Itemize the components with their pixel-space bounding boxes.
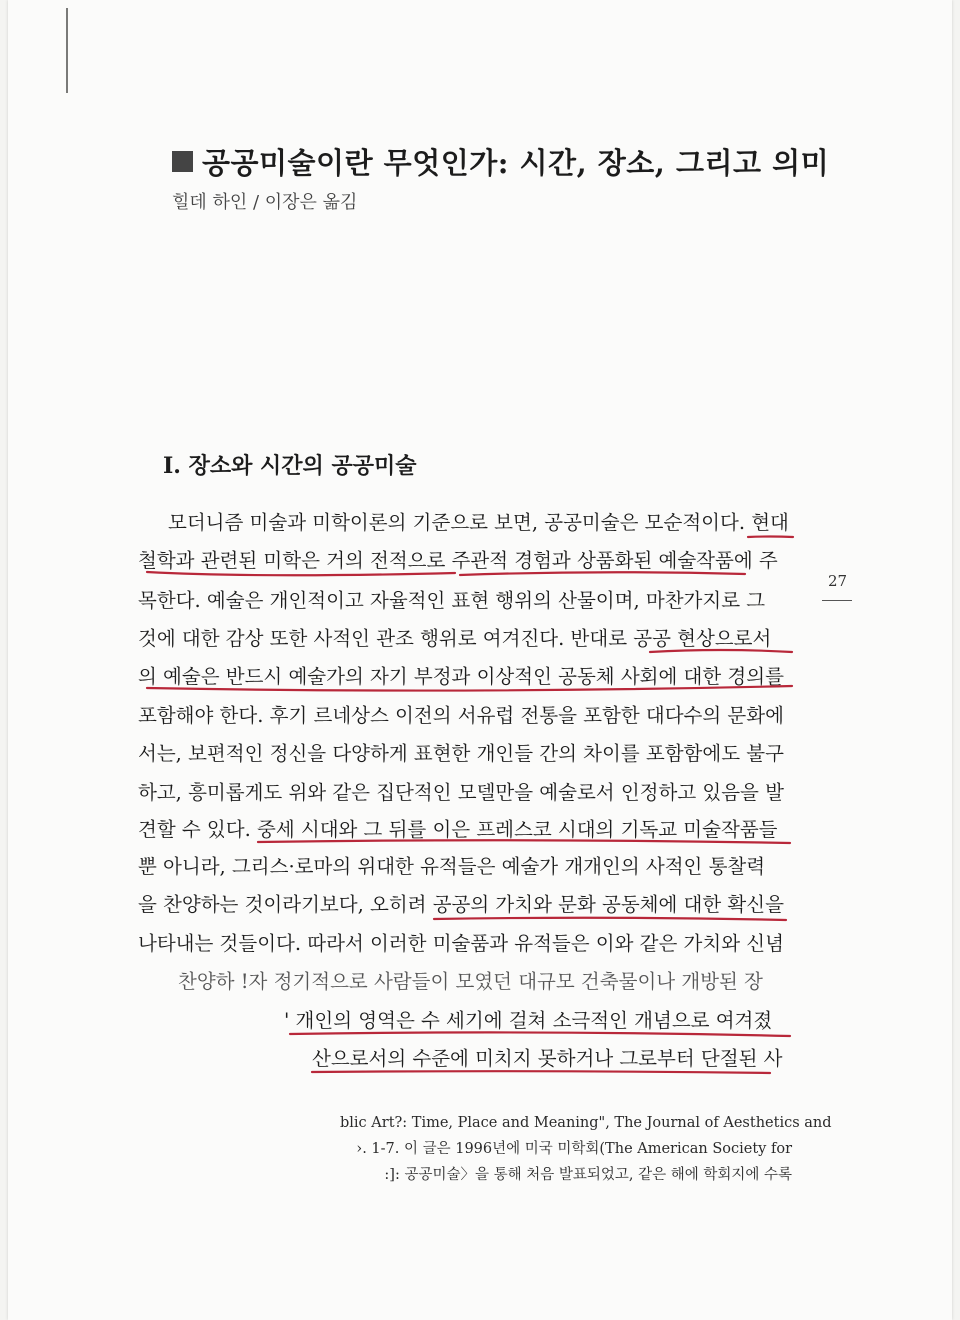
body-line: 모더니즘 미술과 미학이론의 기준으로 보면, 공공미술은 모순적이다. 현대 <box>168 511 789 534</box>
section-heading: I. 장소와 시간의 공공미술 <box>163 453 417 479</box>
title-block <box>172 141 829 182</box>
body-line: 나타내는 것들이다. 따라서 이러한 미술품과 유적들은 이와 같은 가치와 신념 <box>138 932 784 955</box>
body-line: 목한다. 예술은 개인적이고 자율적인 표현 행위의 산물이며, 마찬가지로 그 <box>138 589 766 612</box>
body-line: 철학과 관련된 미학은 거의 전적으로 주관적 경험과 상품화된 예술작품에 주 <box>138 549 778 572</box>
page-number: 27 <box>828 572 848 590</box>
body-line: 하고, 흥미롭게도 위와 같은 집단적인 모델만을 예술로서 인정하고 있음을 발 <box>138 781 784 804</box>
article-title: 공공미술이란 무엇인가: 시간, 장소, 그리고 의미 <box>202 146 830 180</box>
body-line: 을 찬양하는 것이라기보다, 오히려 공공의 가치와 문화 공동체에 대한 확신을 <box>138 893 784 916</box>
footnote-line: :]: 공공미술〉을 통해 처음 발표되었고, 같은 해에 학회지에 수록 <box>384 1167 792 1183</box>
body-line: 견할 수 있다. 중세 시대와 그 뒤를 이은 프레스코 시대의 기독교 미술작품들 <box>138 818 778 841</box>
footnote-line: blic Art?: Time, Place and Meaning", The Journal of Aesthetics and <box>340 1115 832 1131</box>
page-number-rule <box>822 600 852 601</box>
footnote-line: ›. 1-7. 이 글은 1996년에 미국 미학회(The American Society for <box>356 1141 792 1157</box>
title-bullet-icon <box>172 151 193 172</box>
body-line-partial: 산으로서의 수준에 미치지 못하거나 그로부터 단절된 사 <box>312 1047 783 1070</box>
body-line: 의 예술은 반드시 예술가의 자기 부정과 이상적인 공동체 사회에 대한 경의를 <box>138 665 784 688</box>
body-line-partial: ' 개인의 영역은 수 세기에 걸쳐 소극적인 개념으로 여겨졌 <box>284 1009 773 1032</box>
book-spine-shadow <box>66 8 68 93</box>
body-line: 포함해야 한다. 후기 르네상스 이전의 서유럽 전통을 포함한 대다수의 문화에 <box>138 704 784 727</box>
body-line: 뿐 아니라, 그리스·로마의 위대한 유적들은 예술가 개개인의 사적인 통찰력 <box>138 855 766 878</box>
author-line: 힐데 하인 / 이장은 옮김 <box>172 192 358 213</box>
body-line: 서는, 보편적인 정신을 다양하게 표현한 개인들 간의 차이를 포함함에도 불구 <box>138 742 784 765</box>
body-line-partial: 찬양하 !자 정기적으로 사람들이 모였던 대규모 건축물이나 개방된 장 <box>178 970 763 993</box>
body-line: 것에 대한 감상 또한 사적인 관조 행위로 여겨진다. 반대로 공공 현상으로서 <box>138 627 772 650</box>
